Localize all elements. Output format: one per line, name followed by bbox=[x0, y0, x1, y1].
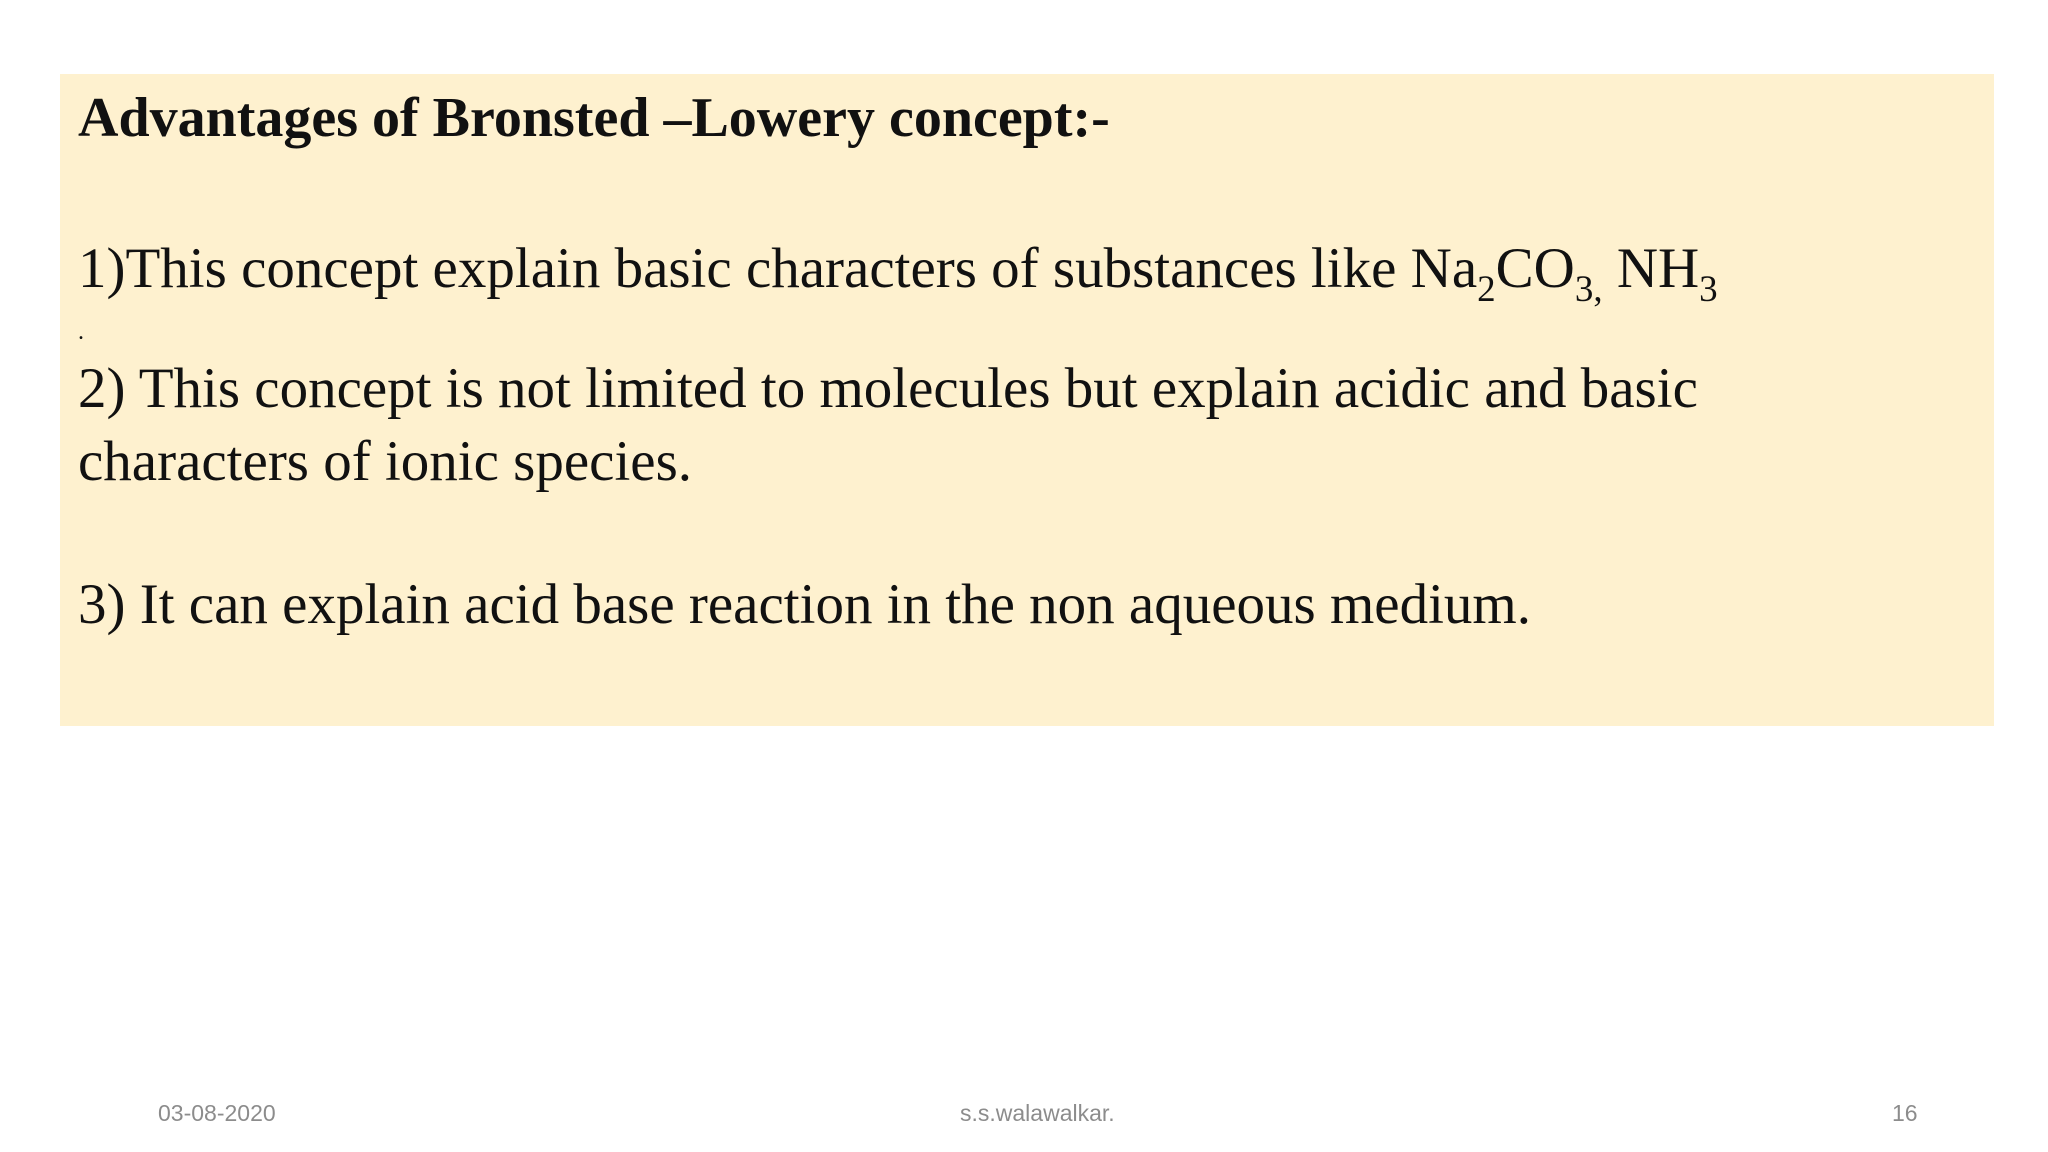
point-1-nh: NH bbox=[1602, 237, 1700, 300]
content-box bbox=[60, 74, 1994, 726]
subscript-na2: 2 bbox=[1477, 269, 1496, 310]
subscript-nh3: 3 bbox=[1699, 269, 1718, 310]
point-2-line-1: 2) This concept is not limited to molecules but explain acidic and basic bbox=[78, 357, 1698, 420]
footer-date: 03-08-2020 bbox=[158, 1100, 276, 1126]
subscript-co3: 3, bbox=[1574, 269, 1603, 310]
footer-page-number: 16 bbox=[1892, 1100, 1918, 1126]
slide-heading: Advantages of Bronsted –Lowery concept:- bbox=[78, 87, 1110, 149]
footer-author: s.s.walawalkar. bbox=[960, 1100, 1115, 1126]
point-2 bbox=[78, 352, 1698, 498]
point-3: 3) It can explain acid base reaction in the non aqueous medium. bbox=[78, 573, 1531, 636]
point-1-co: CO bbox=[1495, 237, 1575, 300]
stray-dot: . bbox=[78, 319, 84, 345]
point-2-line-2: characters of ionic species. bbox=[78, 430, 693, 493]
point-1-text: 1)This concept explain basic characters of substances like Na bbox=[78, 237, 1478, 300]
point-1 bbox=[78, 232, 1718, 310]
